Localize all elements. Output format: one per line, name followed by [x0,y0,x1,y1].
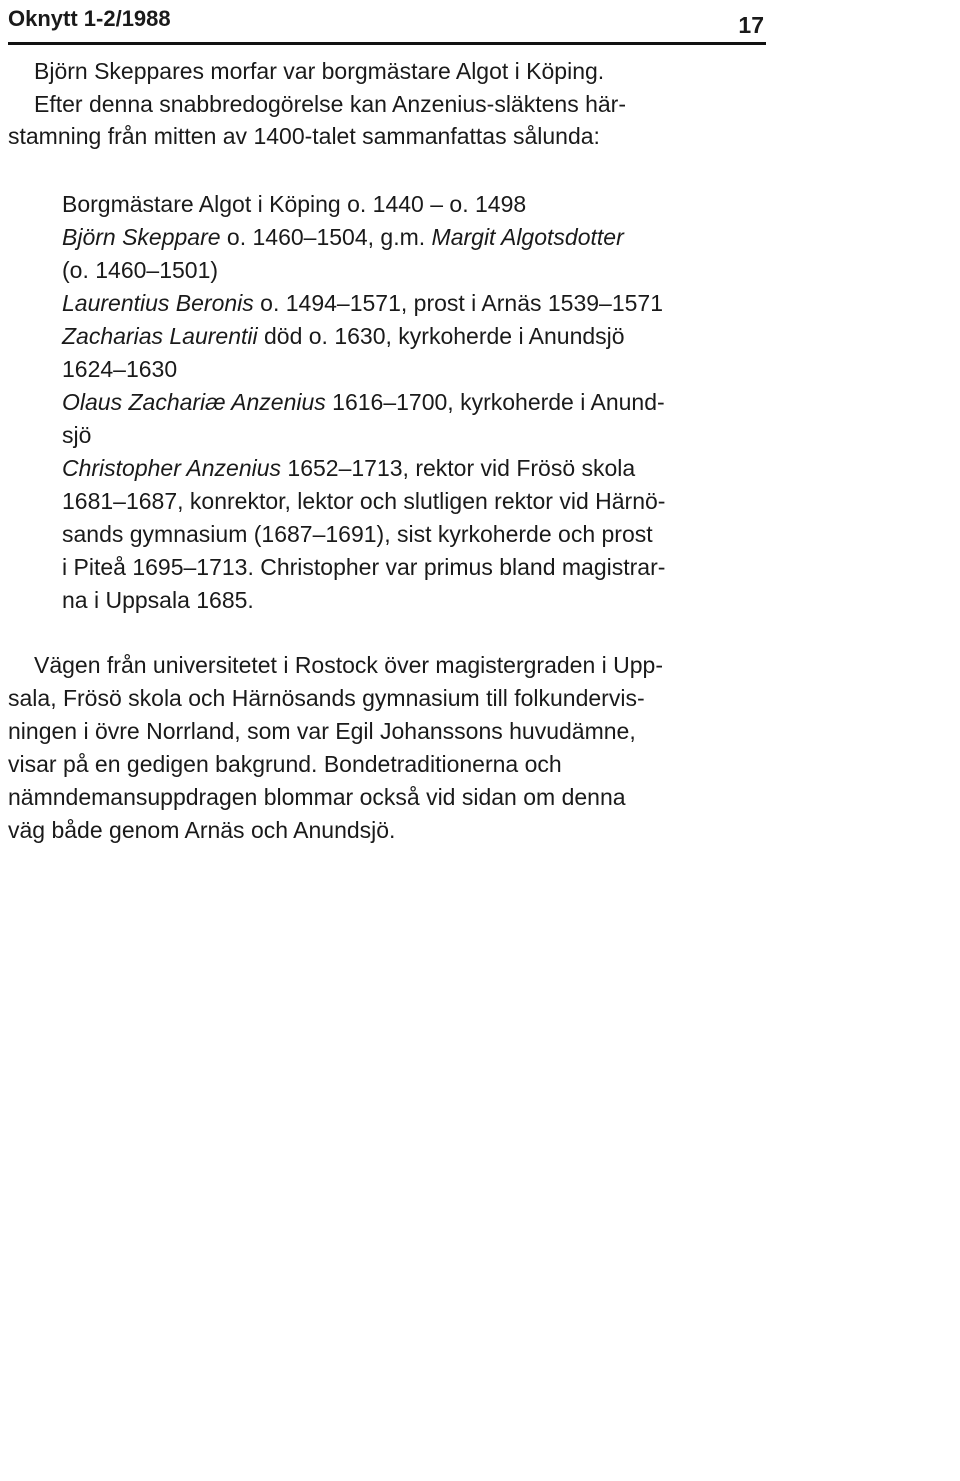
intro-line: stamning från mitten av 1400-talet sammanfattas sålunda: [8,123,600,149]
closing-line: Vägen från universitetet i Rostock över magistergraden i Upp- [34,652,663,678]
page-number: 17 [738,12,764,38]
entry-text: o. 1494–1571, prost i Arnäs 1539–1571 [253,290,664,316]
spouse-name: Margit Algotsdotter [431,224,624,250]
entry-text: 1616–1700, kyrkoherde i Anund- [325,389,665,415]
entry-continuation: 1681–1687, konrektor, lektor och slutligen rektor vid Härnö- [62,488,666,514]
closing-line: nämndemansuppdragen blommar också vid sidan om denna [8,784,626,810]
genealogy-entry [62,321,625,351]
entry-continuation: sands gymnasium (1687–1691), sist kyrkoherde och prost [62,521,653,547]
person-name: Olaus Zachariæ Anzenius [62,389,326,415]
genealogy-entry [62,288,663,318]
closing-line: ningen i övre Norrland, som var Egil Johanssons huvudämne, [8,718,636,744]
person-name: Laurentius Beronis [62,290,254,316]
entry-text: död o. 1630, kyrkoherde i Anundsjö [257,323,625,349]
intro-line: Björn Skeppares morfar var borgmästare Algot i Köping. [34,58,605,84]
entry-text: o. 1460–1504, g.m. [220,224,432,250]
genealogy-entry: Borgmästare Algot i Köping o. 1440 – o. 1498 [62,191,527,217]
genealogy-entry [62,222,624,252]
closing-line: väg både genom Arnäs och Anundsjö. [8,817,396,843]
page-header [8,6,766,45]
entry-continuation: na i Uppsala 1685. [62,587,254,613]
closing-line: visar på en gedigen bakgrund. Bondetraditionerna och [8,751,562,777]
person-name: Björn Skeppare [62,224,221,250]
entry-continuation: 1624–1630 [62,356,178,382]
entry-continuation: sjö [62,422,92,448]
journal-title: Oknytt 1-2/1988 [8,6,171,31]
entry-text: 1652–1713, rektor vid Frösö skola [281,455,636,481]
genealogy-entry [62,387,665,417]
intro-line: Efter denna snabbredogörelse kan Anzenius-släktens här- [34,91,626,117]
genealogy-entry [62,453,635,483]
closing-line: sala, Frösö skola och Härnösands gymnasium till folkundervis- [8,685,645,711]
entry-continuation: (o. 1460–1501) [62,257,219,283]
person-name: Christopher Anzenius [62,455,282,481]
person-name: Zacharias Laurentii [62,323,258,349]
entry-continuation: i Piteå 1695–1713. Christopher var primus bland magistrar- [62,554,666,580]
